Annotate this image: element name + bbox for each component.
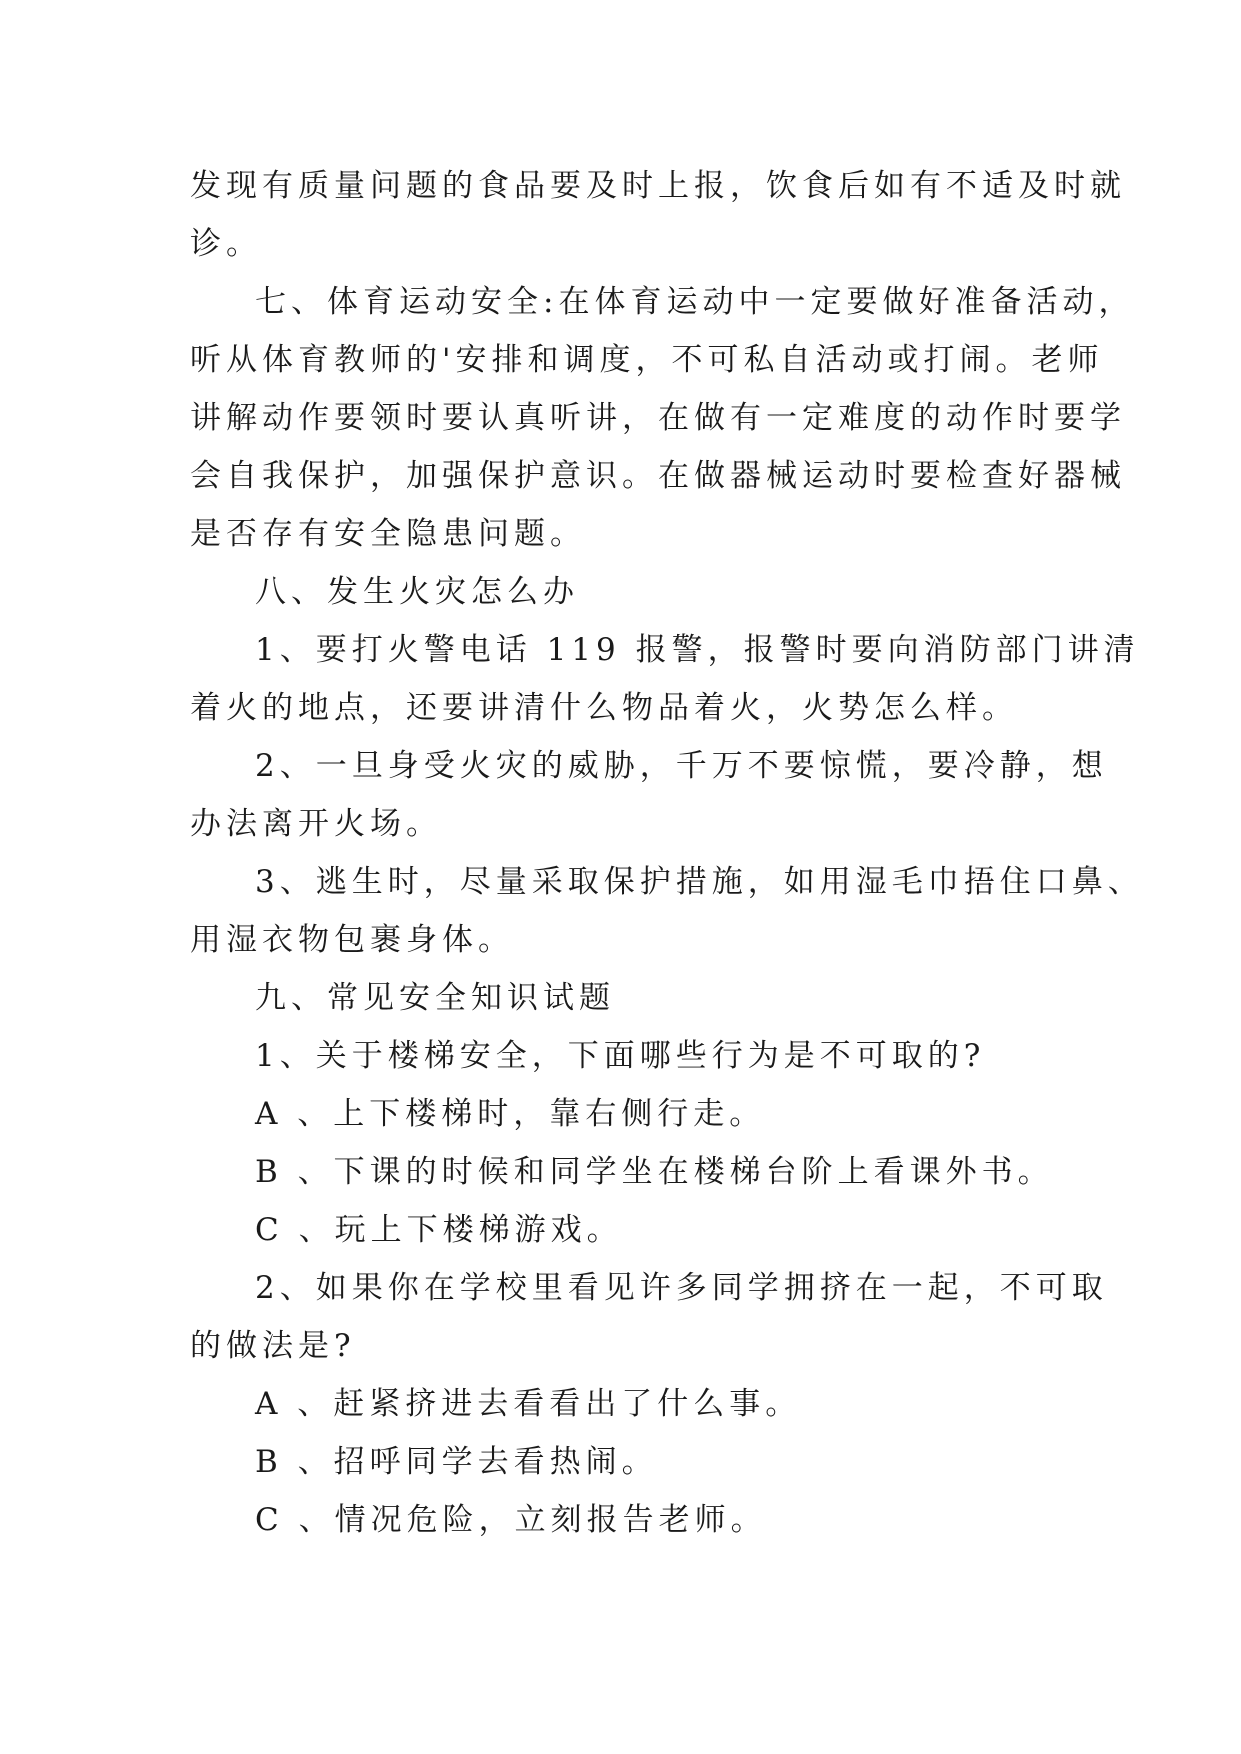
section-8-item-1-line-1: 1、要打火警电话 119 报警，报警时要向消防部门讲清 [255, 632, 1140, 668]
question-2-option-c: C 、情况危险，立刻报告老师。 [255, 1502, 767, 1538]
question-2-line-1: 2、如果你在学校里看见许多同学拥挤在一起，不可取 [255, 1270, 1108, 1306]
section-7-sports-safety-line-2: 听从体育教师的'安排和调度，不可私自活动或打闹。老师 [190, 342, 1104, 378]
paragraph-food-safety-line-2: 诊。 [190, 226, 262, 262]
question-1-option-a: A 、上下楼梯时，靠右侧行走。 [255, 1096, 766, 1132]
section-8-item-1-line-2: 着火的地点，还要讲清什么物品着火，火势怎么样。 [190, 690, 1018, 726]
section-8-item-2-line-1: 2、一旦身受火灾的威胁，千万不要惊慌，要冷静，想 [255, 748, 1108, 784]
section-7-sports-safety-line-5: 是否存有安全隐患问题。 [190, 516, 586, 552]
section-7-sports-safety-line-4: 会自我保护，加强保护意识。在做器械运动时要检查好器械 [190, 458, 1126, 494]
section-9-heading: 九、常见安全知识试题 [255, 980, 615, 1016]
section-8-item-3-line-2: 用湿衣物包裹身体。 [190, 922, 514, 958]
question-2-option-b: B 、招呼同学去看热闹。 [255, 1444, 658, 1480]
paragraph-food-safety-line-1: 发现有质量问题的食品要及时上报，饮食后如有不适及时就 [190, 168, 1126, 204]
question-2-line-2: 的做法是? [190, 1328, 356, 1364]
question-1-option-c: C 、玩上下楼梯游戏。 [255, 1212, 623, 1248]
section-8-item-3-line-1: 3、逃生时，尽量采取保护措施，如用湿毛巾捂住口鼻、 [255, 864, 1144, 900]
section-7-sports-safety-line-3: 讲解动作要领时要认真听讲，在做有一定难度的动作时要学 [190, 400, 1126, 436]
question-1: 1、关于楼梯安全，下面哪些行为是不可取的? [255, 1038, 986, 1074]
question-1-option-b: B 、下课的时候和同学坐在楼梯台阶上看课外书。 [255, 1154, 1054, 1190]
question-2-option-a: A 、赶紧挤进去看看出了什么事。 [255, 1386, 802, 1422]
section-8-item-2-line-2: 办法离开火场。 [190, 806, 442, 842]
section-8-heading: 八、发生火灾怎么办 [255, 574, 579, 610]
section-7-sports-safety-line-1: 七、体育运动安全:在体育运动中一定要做好准备活动， [255, 284, 1135, 320]
